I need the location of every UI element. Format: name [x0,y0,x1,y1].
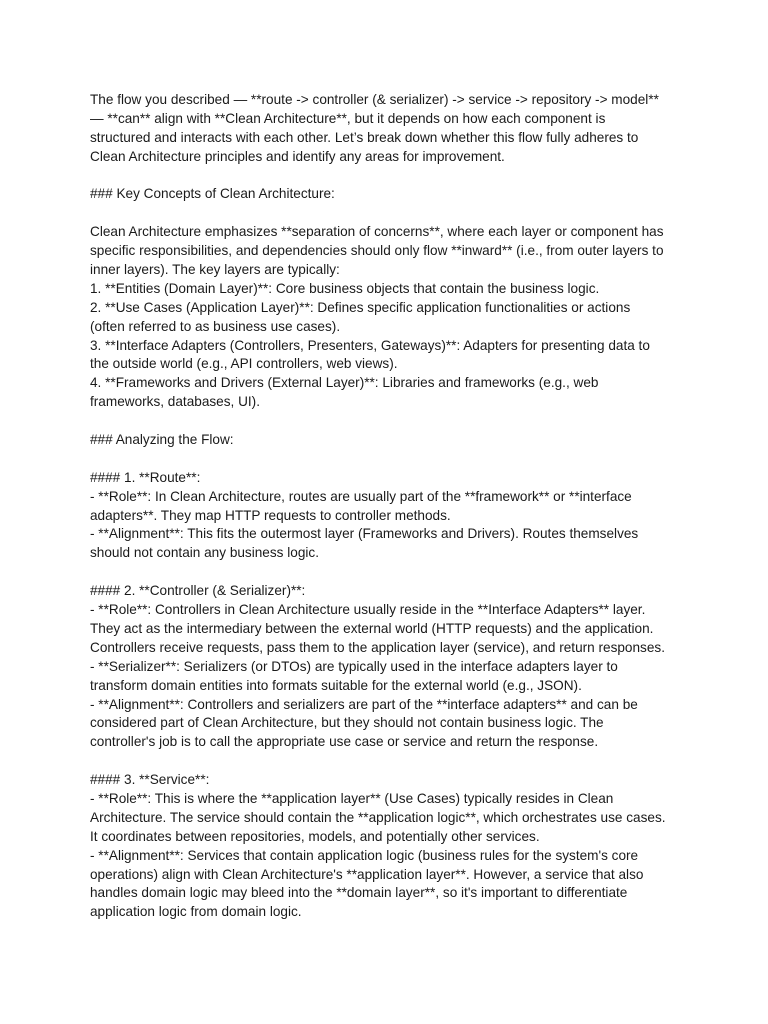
bullet-list-item: - **Role**: In Clean Architecture, routes are usually part of the **framework** or **interface [90,488,632,504]
paragraph-line: Clean Architecture emphasizes **separation of concerns**, where each layer or component has [90,224,664,240]
blank-line [90,204,690,223]
paragraph-line: — **can** align with **Clean Architecture**, but it depends on how each component is [90,110,606,126]
paragraph-line: specific responsibilities, and dependencies should only flow **inward** (i.e., from outer layers to [90,243,664,259]
section-heading: ### Key Concepts of Clean Architecture: [90,186,335,202]
blank-line [90,167,690,186]
numbered-list-item: 3. **Interface Adapters (Controllers, Presenters, Gateways)**: Adapters for presenting data to [90,337,650,353]
paragraph-line: frameworks, databases, UI). [90,394,260,410]
paragraph-line: operations) align with Clean Architecture's **application layer**. However, a service that also [90,866,644,882]
paragraph-line: It coordinates between repositories, models, and potentially other services. [90,828,540,844]
bullet-list-item: - **Alignment**: Controllers and serializers are part of the **interface adapters** and can be [90,696,638,712]
blank-line [90,412,690,431]
paragraph-line: controller's job is to call the appropriate use case or service and return the response. [90,734,599,750]
paragraph-line: Controllers receive requests, pass them to the application layer (service), and return responses. [90,639,665,655]
subsection-heading: #### 3. **Service**: [90,772,210,788]
numbered-list-item: 4. **Frameworks and Drivers (External Layer)**: Libraries and frameworks (e.g., web [90,375,599,391]
paragraph-line: transform domain entities into formats suitable for the external world (e.g., JSON). [90,677,582,693]
bullet-list-item: - **Role**: Controllers in Clean Architecture usually reside in the **Interface Adapters** layer. [90,602,646,618]
blank-line [90,563,690,582]
paragraph-line: application logic from domain logic. [90,904,302,920]
section-heading: ### Analyzing the Flow: [90,432,234,448]
numbered-list-item: 1. **Entities (Domain Layer)**: Core business objects that contain the business logic. [90,280,600,296]
paragraph-line: considered part of Clean Architecture, but they should not contain business logic. The [90,715,604,731]
bullet-list-item: - **Role**: This is where the **application layer** (Use Cases) typically resides in Clean [90,790,614,806]
paragraph-line: (often referred to as business use cases). [90,318,341,334]
numbered-list-item: 2. **Use Cases (Application Layer)**: Defines specific application functionalities or actions [90,299,631,315]
paragraph-line: Architecture. The service should contain the **application logic**, which orchestrates use cases. [90,809,666,825]
paragraph-line: They act as the intermediary between the external world (HTTP requests) and the application. [90,620,654,636]
bullet-list-item: - **Alignment**: This fits the outermost layer (Frameworks and Drivers). Routes themselves [90,526,639,542]
paragraph-line: handles domain logic may bleed into the **domain layer**, so it's important to differentiate [90,885,628,901]
paragraph-line: inner layers). The key layers are typically: [90,262,340,278]
document-page [90,91,690,922]
subsection-heading: #### 1. **Route**: [90,469,201,485]
paragraph-line: adapters**. They map HTTP requests to controller methods. [90,507,451,523]
blank-line [90,450,690,469]
paragraph-line: structured and interacts with each other. Let’s break down whether this flow fully adheres to [90,129,639,145]
bullet-list-item: - **Serializer**: Serializers (or DTOs) are typically used in the interface adapters layer to [90,658,618,674]
subsection-heading: #### 2. **Controller (& Serializer)**: [90,583,306,599]
blank-line [90,752,690,771]
bullet-list-item: - **Alignment**: Services that contain application logic (business rules for the system's core [90,847,639,863]
paragraph-line: Clean Architecture principles and identify any areas for improvement. [90,148,505,164]
paragraph-line: The flow you described — **route -> controller (& serializer) -> service -> repository -> model** [90,92,659,107]
paragraph-line: should not contain any business logic. [90,545,319,561]
paragraph-line: the outside world (e.g., API controllers, web views). [90,356,398,372]
